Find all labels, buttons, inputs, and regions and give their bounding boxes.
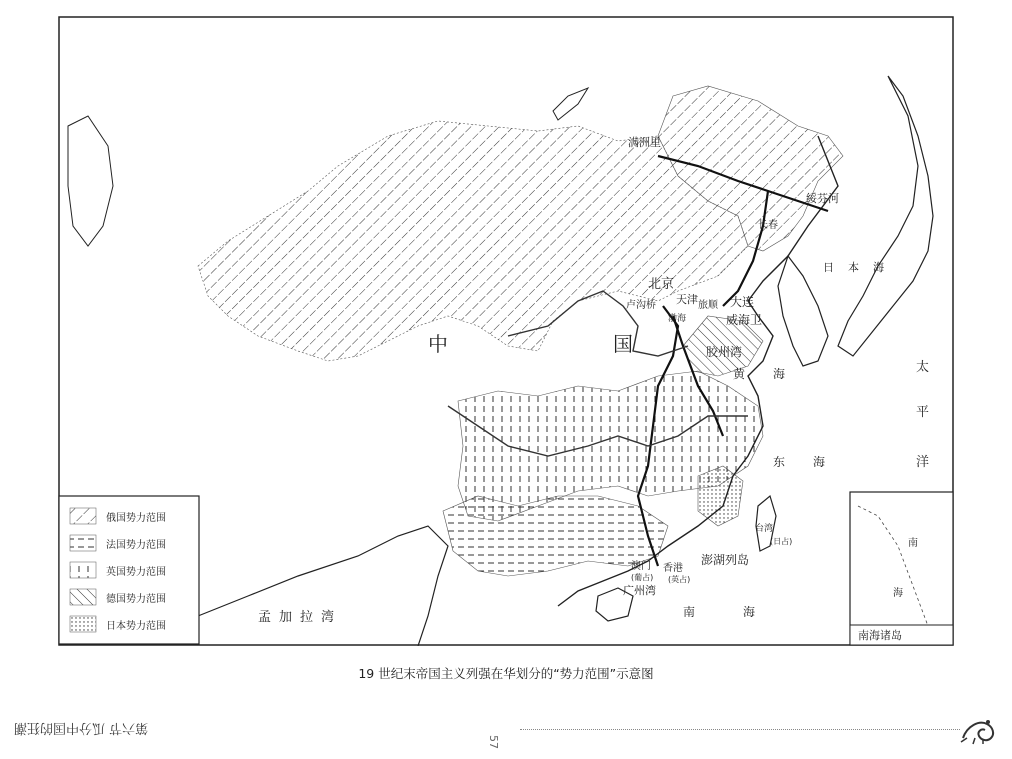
legend-swatch-russia xyxy=(70,508,96,524)
label-lushun: 旅顺 xyxy=(698,300,718,311)
label-inset-nan: 南 xyxy=(908,538,918,549)
label-east-sea-dong: 东 xyxy=(773,455,786,469)
label-pacific-yang: 洋 xyxy=(916,455,930,470)
page-number: 57 xyxy=(487,735,500,749)
legend-label-britain: 英国势力范围 xyxy=(106,567,166,578)
map-svg xyxy=(58,16,954,646)
chapter-heading: 第六节 瓜分中国的狂潮 xyxy=(14,720,149,735)
label-south-sea-nan: 南 xyxy=(683,605,696,619)
label-china-guo: 国 xyxy=(613,332,633,356)
dragon-ornament-icon xyxy=(955,708,1001,748)
label-guangzhouwan: 广州湾 xyxy=(623,584,656,597)
label-macau-note: (葡占) xyxy=(631,573,654,582)
label-east-sea-hai: 海 xyxy=(813,455,826,469)
label-changchun: 长春 xyxy=(758,220,778,231)
label-weihaiwei: 威海卫 xyxy=(726,313,763,327)
footer-rule xyxy=(520,729,960,730)
label-beijing: 北京 xyxy=(648,277,675,292)
label-yellow-sea-huang: 黄 xyxy=(733,367,746,381)
legend-label-france: 法国势力范围 xyxy=(106,540,166,551)
label-south-sea-hai: 海 xyxy=(743,605,756,619)
label-sea-of-japan-hai: 海 xyxy=(873,261,884,274)
label-manzhouli: 满洲里 xyxy=(628,136,661,149)
legend-swatch-germany xyxy=(70,589,96,605)
legend-swatch-japan xyxy=(70,616,96,632)
map-caption: 19 世纪末帝国主义列强在华划分的“势力范围”示意图 xyxy=(358,666,654,681)
label-pacific-tai: 太 xyxy=(916,360,930,375)
inset-frame xyxy=(850,492,953,645)
label-sea-of-japan-ri: 日 xyxy=(823,261,834,274)
label-hongkong: 香港 xyxy=(663,563,683,574)
label-hongkong-note: (英占) xyxy=(668,575,691,584)
label-lugouqiao: 卢沟桥 xyxy=(626,300,656,311)
map-frame xyxy=(58,16,954,646)
label-bengal-bay: 孟加拉湾 xyxy=(258,610,343,625)
label-taiwan: 台湾 xyxy=(755,524,774,534)
label-macau: 澳门 xyxy=(631,561,651,572)
legend-label-russia: 俄国势力范围 xyxy=(106,513,166,524)
label-yellow-sea-hai: 海 xyxy=(773,367,786,381)
label-suifenhe: 绥芬河 xyxy=(806,192,839,205)
legend-label-germany: 德国势力范围 xyxy=(106,594,166,605)
legend-label-japan: 日本势力范围 xyxy=(106,621,166,632)
label-inset-hai: 海 xyxy=(893,588,903,599)
label-dalian: 大连 xyxy=(730,295,755,309)
label-bohai: 渤海 xyxy=(668,314,687,324)
label-pacific-ping: 平 xyxy=(916,405,930,420)
label-tianjin: 天津 xyxy=(676,293,698,306)
label-sea-of-japan-ben: 本 xyxy=(848,261,859,274)
label-taiwan-note: (日占) xyxy=(770,537,793,546)
label-inset-title: 南海诸岛 xyxy=(858,629,902,642)
legend-swatch-britain xyxy=(70,562,96,578)
legend-swatch-france xyxy=(70,535,96,551)
label-penghu: 澎湖列岛 xyxy=(701,553,750,567)
label-china-zhong: 中 xyxy=(428,332,448,356)
label-jiaozhouwan: 胶州湾 xyxy=(706,345,743,359)
